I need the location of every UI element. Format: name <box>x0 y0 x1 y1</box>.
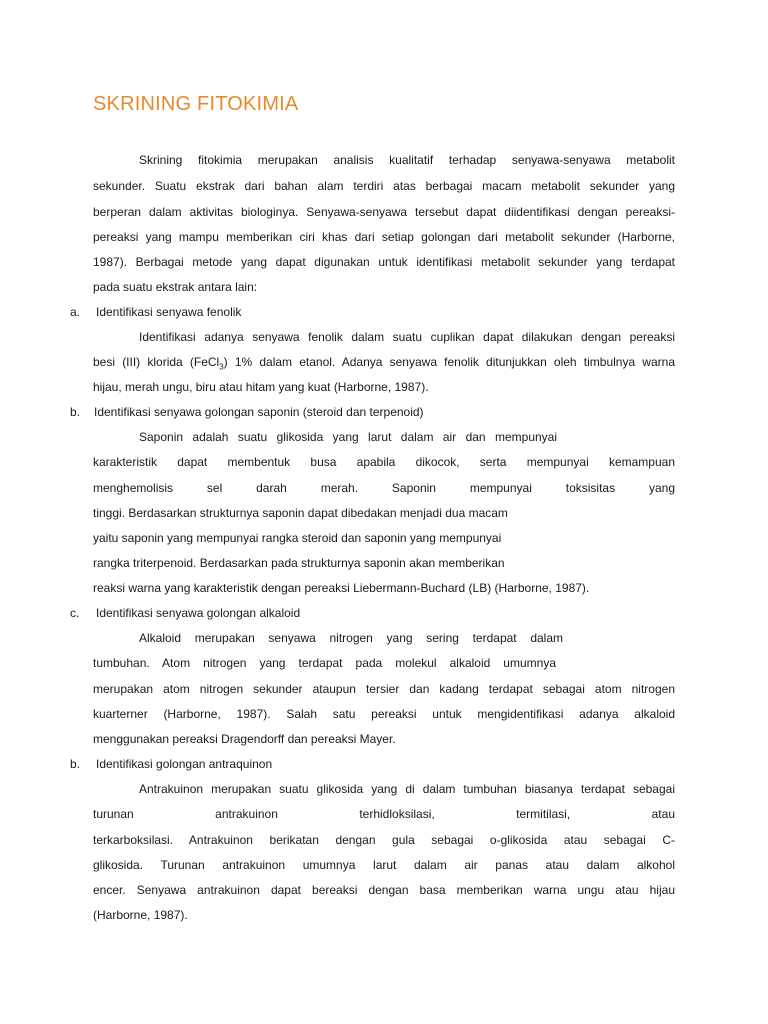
section-b-line-5: yaitu saponin yang mempunyai rangka steroid dan saponin yang mempunyai <box>93 531 502 545</box>
section-b-line-3: menghemolisis sel darah merah. Saponin mempunyai toksisitas yang <box>93 481 675 495</box>
section-d-line-1: Antrakuinon merupakan suatu glikosida yang di dalam tumbuhan biasanya terdapat sebagai <box>139 782 675 796</box>
section-d-heading: Identifikasi golongan antraquinon <box>96 757 273 771</box>
section-d-line-4: glikosida. Turunan antrakuinon umumnya larut dalam air panas atau dalam alkohol <box>93 858 675 872</box>
section-b-line-2: karakteristik dapat membentuk busa apabila dikocok, serta mempunyai kemampuan <box>93 455 675 469</box>
section-a-line-3: hijau, merah ungu, biru atau hitam yang kuat (Harborne, 1987). <box>93 380 429 394</box>
section-b-line-7: reaksi warna yang karakteristik dengan pereaksi Liebermann-Buchard (LB) (Harborne, 1987). <box>93 581 590 595</box>
intro-line-4: pereaksi yang mampu memberikan ciri khas dari setiap golongan dari metabolit sekunder (Harborne, <box>93 230 675 244</box>
section-b-line-6: rangka triterpenoid. Berdasarkan pada strukturnya saponin akan memberikan <box>93 556 505 570</box>
section-b-line-4: tinggi. Berdasarkan strukturnya saponin dapat dibedakan menjadi dua macam <box>93 506 508 520</box>
intro-line-6: pada suatu ekstrak antara lain: <box>93 280 258 294</box>
intro-line-2: sekunder. Suatu ekstrak dari bahan alam terdiri atas berbagai macam metabolit sekunder yang <box>93 179 675 193</box>
section-b-line-1: Saponin adalah suatu glikosida yang larut dalam air dan mempunyai <box>139 430 557 444</box>
section-c-line-1: Alkaloid merupakan senyawa nitrogen yang sering terdapat dalam <box>139 631 563 645</box>
section-d-line-2: turunan antrakuinon terhidloksilasi, termitilasi, atau <box>93 807 675 821</box>
section-c-line-4: kuarterner (Harborne, 1987). Salah satu pereaksi untuk mengidentifikasi adanya alkaloid <box>93 707 675 721</box>
section-d-marker: b. <box>70 757 81 771</box>
section-a-line-1: Identifikasi adanya senyawa fenolik dalam suatu cuplikan dapat dilakukan dengan pereaksi <box>139 330 675 344</box>
section-b-marker: b. <box>70 405 81 419</box>
section-a-heading: Identifikasi senyawa fenolik <box>96 305 242 319</box>
section-a-marker: a. <box>70 305 81 319</box>
intro-line-5: 1987). Berbagai metode yang dapat digunakan untuk identifikasi metabolit sekunder yang terdapat <box>93 255 675 269</box>
section-c-marker: c. <box>70 606 80 620</box>
page-title: SKRINING FITOKIMIA <box>93 93 299 115</box>
section-c-line-2: tumbuhan. Atom nitrogen yang terdapat pada molekul alkaloid umumnya <box>93 656 556 670</box>
section-a-line-2: besi (III) klorida (FeCl$_3$) 1% dalam etanol. Adanya senyawa fenolik ditunjukkan oleh timbulnya warna <box>93 355 675 372</box>
section-d-line-3: terkarboksilasi. Antrakuinon berikatan dengan gula sebagai o-glikosida atau sebagai C- <box>93 833 675 847</box>
intro-line-3: berperan dalam aktivitas biologinya. Senyawa-senyawa tersebut dapat diidentifikasi dengan pereaksi- <box>93 205 675 219</box>
section-c-line-3: merupakan atom nitrogen sekunder ataupun tersier dan kadang terdapat sebagai atom nitrogen <box>93 682 675 696</box>
intro-line-1: Skrining fitokimia merupakan analisis kualitatif terhadap senyawa-senyawa metabolit <box>139 153 675 167</box>
section-d-line-6: (Harborne, 1987). <box>93 908 188 922</box>
section-c-line-5: menggunakan pereaksi Dragendorff dan pereaksi Mayer. <box>93 732 396 746</box>
section-d-line-5: encer. Senyawa antrakuinon dapat bereaksi dengan basa memberikan warna ungu atau hijau <box>93 883 675 897</box>
section-b-heading: Identifikasi senyawa golongan saponin (steroid dan terpenoid) <box>94 405 424 419</box>
section-c-heading: Identifikasi senyawa golongan alkaloid <box>96 606 301 620</box>
